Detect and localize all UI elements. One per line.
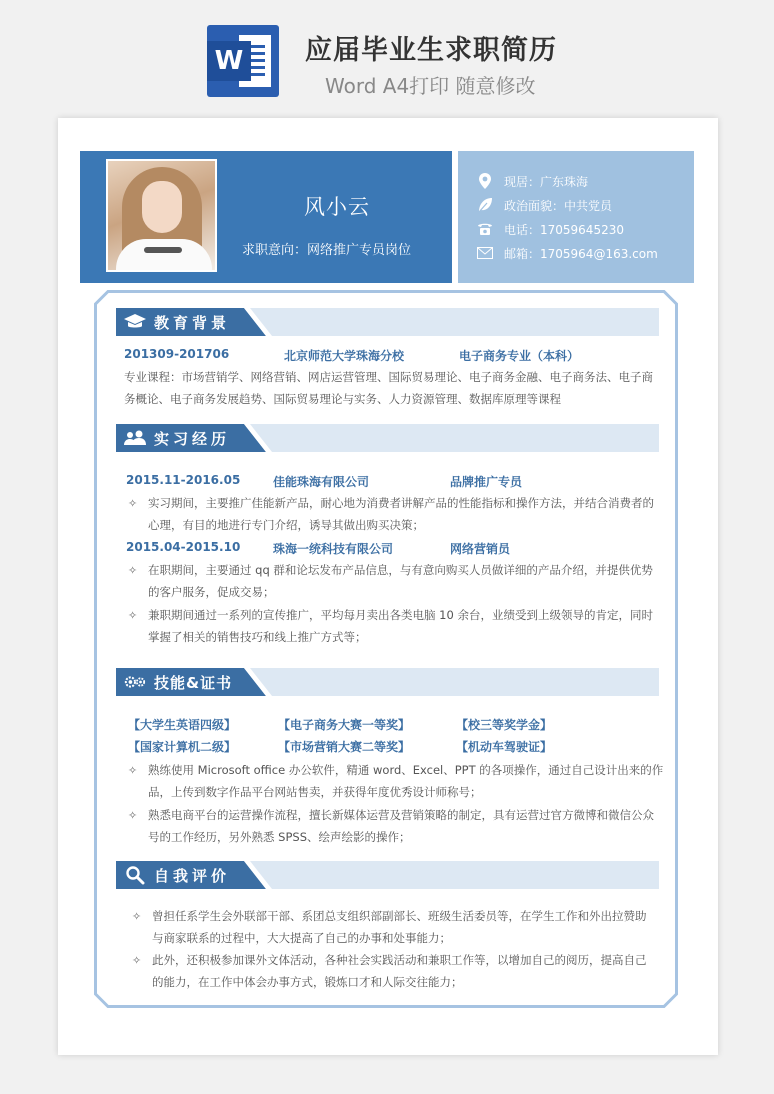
contact-panel: [458, 151, 694, 283]
job-period: 2015.11-2016.05: [126, 473, 241, 487]
bullet-icon: ✧: [128, 609, 138, 622]
bullet-icon: ✧: [128, 764, 138, 777]
skill-bullet-line: 熟练使用 Microsoft office 办公软件，精通 word、Excel、PPT 的各项操作，通过自己设计出来的作: [148, 763, 664, 777]
graduation-cap-icon: [124, 311, 146, 333]
contact-phone: 电话：17059645230: [476, 219, 624, 239]
skill-bullet-line: 品，上传到数字作品平台网站售卖，并获得年度优秀设计师称号；: [148, 785, 482, 799]
section-self-eval-title: 自我评价: [154, 867, 231, 885]
banner-title: 应届毕业生求职简历: [305, 35, 557, 66]
cert-item: 【国家计算机二级】: [128, 740, 237, 754]
education-courses-line: 务概论、电子商务发展趋势、国际贸易理论与实务、人力资源管理、数据库原理等课程: [124, 392, 561, 406]
job-bullet-line: 掌握了相关的销售技巧和线上推广方式等；: [148, 630, 367, 644]
education-courses-line: 专业课程：市场营销学、网络营销、网店运营管理、国际贸易理论、电子商务金融、电子商务法、电子商: [124, 370, 653, 384]
avatar: [106, 159, 217, 272]
banner: [0, 0, 774, 112]
bullet-icon: ✧: [132, 954, 142, 967]
section-education-header: [116, 308, 659, 336]
resume-page: [58, 118, 718, 1055]
section-skills-title: 技能&证书: [154, 674, 233, 692]
job-position: 网络营销员: [450, 542, 511, 556]
cert-item: 【校三等奖学金】: [456, 718, 553, 732]
gears-icon: [124, 671, 146, 693]
location-icon: [476, 172, 494, 190]
skill-bullet-line: 号的工作经历，另外熟悉 SPSS、绘声绘影的操作；: [148, 830, 411, 844]
section-education-title: 教育背景: [154, 314, 231, 332]
cert-item: 【电子商务大赛一等奖】: [278, 718, 411, 732]
cert-item: 【大学生英语四级】: [128, 718, 237, 732]
cert-item: 【机动车驾驶证】: [456, 740, 553, 754]
bullet-icon: ✧: [128, 497, 138, 510]
self-eval-line: 的能力，在工作中体会办事方式，锻炼口才和人际交往能力；: [152, 975, 463, 989]
word-letter: W: [207, 41, 251, 81]
self-eval-line: 曾担任系学生会外联部干部、系团总支组织部副部长、班级生活委员等，在学生工作和外出拉赞助: [152, 909, 647, 923]
contact-location: 现居：广东珠海: [476, 171, 588, 191]
phone-icon: [476, 220, 494, 238]
skill-bullet-line: 熟悉电商平台的运营操作流程，擅长新媒体运营及营销策略的制定，具有运营过官方微博和微信公众: [148, 808, 654, 822]
candidate-name: 风小云: [304, 195, 370, 219]
leaf-icon: [476, 196, 494, 214]
people-icon: [124, 427, 146, 449]
job-intent: 求职意向：网络推广专员岗位: [242, 243, 412, 257]
section-internship-title: 实习经历: [154, 430, 231, 448]
education-major: 电子商务专业（本科）: [459, 349, 580, 363]
bullet-icon: ✧: [132, 910, 142, 923]
contact-email: 邮箱：1705964@163.com: [476, 243, 658, 263]
banner-subtitle: Word A4打印 随意修改: [325, 74, 536, 98]
job-position: 品牌推广专员: [450, 475, 523, 489]
self-eval-line: 此外，还积极参加课外文体活动，各种社会实践活动和兼职工作等，以增加自己的阅历，提高自己: [152, 953, 647, 967]
job-bullet-line: 在职期间，主要通过 qq 群和论坛发布产品信息，与有意向购买人员做详细的产品介绍，并提供优势: [148, 563, 653, 577]
self-eval-line: 与商家联系的过程中，大大提高了自己的办事和处事能力；: [152, 931, 451, 945]
job-period: 2015.04-2015.10: [126, 540, 241, 554]
word-icon: [207, 25, 279, 97]
contact-politics: 政治面貌：中共党员: [476, 195, 612, 215]
mail-icon: [476, 244, 494, 262]
job-company: 珠海一统科技有限公司: [273, 542, 394, 556]
profile-panel: [80, 151, 452, 283]
job-company: 佳能珠海有限公司: [273, 475, 370, 489]
job-bullet-line: 实习期间，主要推广佳能新产品，耐心地为消费者讲解产品的性能指标和操作方法，并结合消费者的: [148, 496, 654, 510]
cert-item: 【市场营销大赛二等奖】: [278, 740, 411, 754]
job-bullet-line: 心理，有目的地进行专门介绍，诱导其做出购买决策；: [148, 518, 424, 532]
section-internship-header: [116, 424, 659, 452]
search-icon: [124, 864, 146, 886]
bullet-icon: ✧: [128, 564, 138, 577]
job-bullet-line: 兼职期间通过一系列的宣传推广，平均每月卖出各类电脑 10 余台，业绩受到上级领导的肯定，同时: [148, 608, 653, 622]
bullet-icon: ✧: [128, 809, 138, 822]
section-self-eval-header: [116, 861, 659, 889]
section-skills-header: [116, 668, 659, 696]
job-bullet-line: 的客户服务，促成交易；: [148, 585, 275, 599]
education-period: 201309-201706: [124, 347, 230, 361]
education-school: 北京师范大学珠海分校: [284, 349, 405, 363]
